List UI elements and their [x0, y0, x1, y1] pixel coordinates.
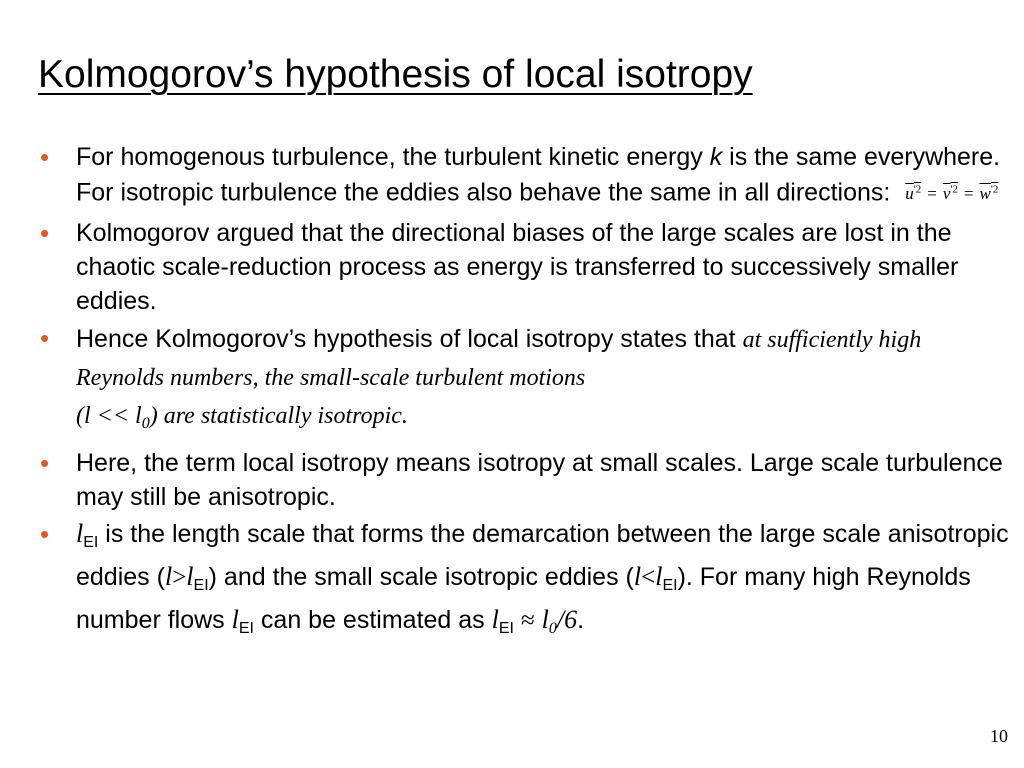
eq-w: $w^{'2}$ [979, 183, 999, 203]
bullet-dot-icon: • [40, 518, 50, 549]
variable-k: k [709, 143, 723, 171]
bullet-text: For homogenous turbulence, the turbulent kinetic energy [76, 143, 710, 171]
bullet-text: Kolmogorov argued that the directional biases of the large scales are lost in the chaotic scale-reduction process as energy is transferred to successively smaller eddies. [76, 218, 959, 315]
bullet-text: Here, the term local isotropy means isotropy at small scales. Large scale turbulence may still be anisotropic. [76, 448, 1003, 511]
subscript-ei: EI [83, 533, 99, 551]
bullet-item-hypothesis [0, 321, 1010, 443]
slide-title: Kolmogorov’s hypothesis of local isotropy [38, 53, 753, 96]
bullet-text: ) and the small scale isotropic eddies ( [208, 562, 634, 591]
bullet-item-kolmogorov-argued [0, 216, 1010, 318]
bullet-text: can be estimated as [253, 605, 492, 634]
bullet-text: is the same everywhere. For isotropic turbulence the eddies also behave the same in all directions: [76, 143, 1001, 207]
hypothesis-italic: at sufficiently high Reynolds numbers, the small-scale turbulent motions [76, 326, 922, 391]
bullet-dot-icon: • [40, 447, 50, 478]
hypothesis-italic-end: $(l << l_0)$ are statistically isotropic. [76, 402, 408, 432]
eq-equals: = [963, 183, 974, 203]
bullet-item-homogenous [0, 140, 1010, 213]
bullet-text: is the length scale that forms the demarcation between the large scale anisotropic eddies ( [76, 519, 1009, 591]
symbol-l: l [76, 518, 84, 548]
bullet-dot-icon: • [40, 322, 50, 353]
bullet-dot-icon: • [40, 217, 50, 248]
bullet-item-length-scale: • $l_{EI}$ is the length scale that forms the demarcation between the large scale anisotropic eddies $(l>l_{EI})$ and the small scale isotropic eddies $(l<l_{EI})$. For many high Reynolds number flows $l_{EI}$ can be estimated as $l_{EI} \approx l_0/6$. [40, 518, 1009, 637]
eq-equals: = [927, 183, 937, 203]
bullet-text: Hence Kolmogorov’s hypothesis of local isotropy states that [76, 324, 743, 353]
eq-u: $u^{'2}$ [905, 183, 922, 203]
page-number: 10 [990, 726, 1008, 746]
approx-symbol: ≈ [520, 606, 535, 634]
bullet-text: ). For many high Reynolds number flows [76, 562, 971, 634]
bullet-list [0, 140, 1010, 649]
isotropy-equation [905, 184, 998, 203]
bullet-dot-icon: • [40, 142, 50, 172]
eq-v: $v^{'2}$ [942, 183, 958, 203]
bullet-item-local-isotropy [0, 446, 1010, 514]
